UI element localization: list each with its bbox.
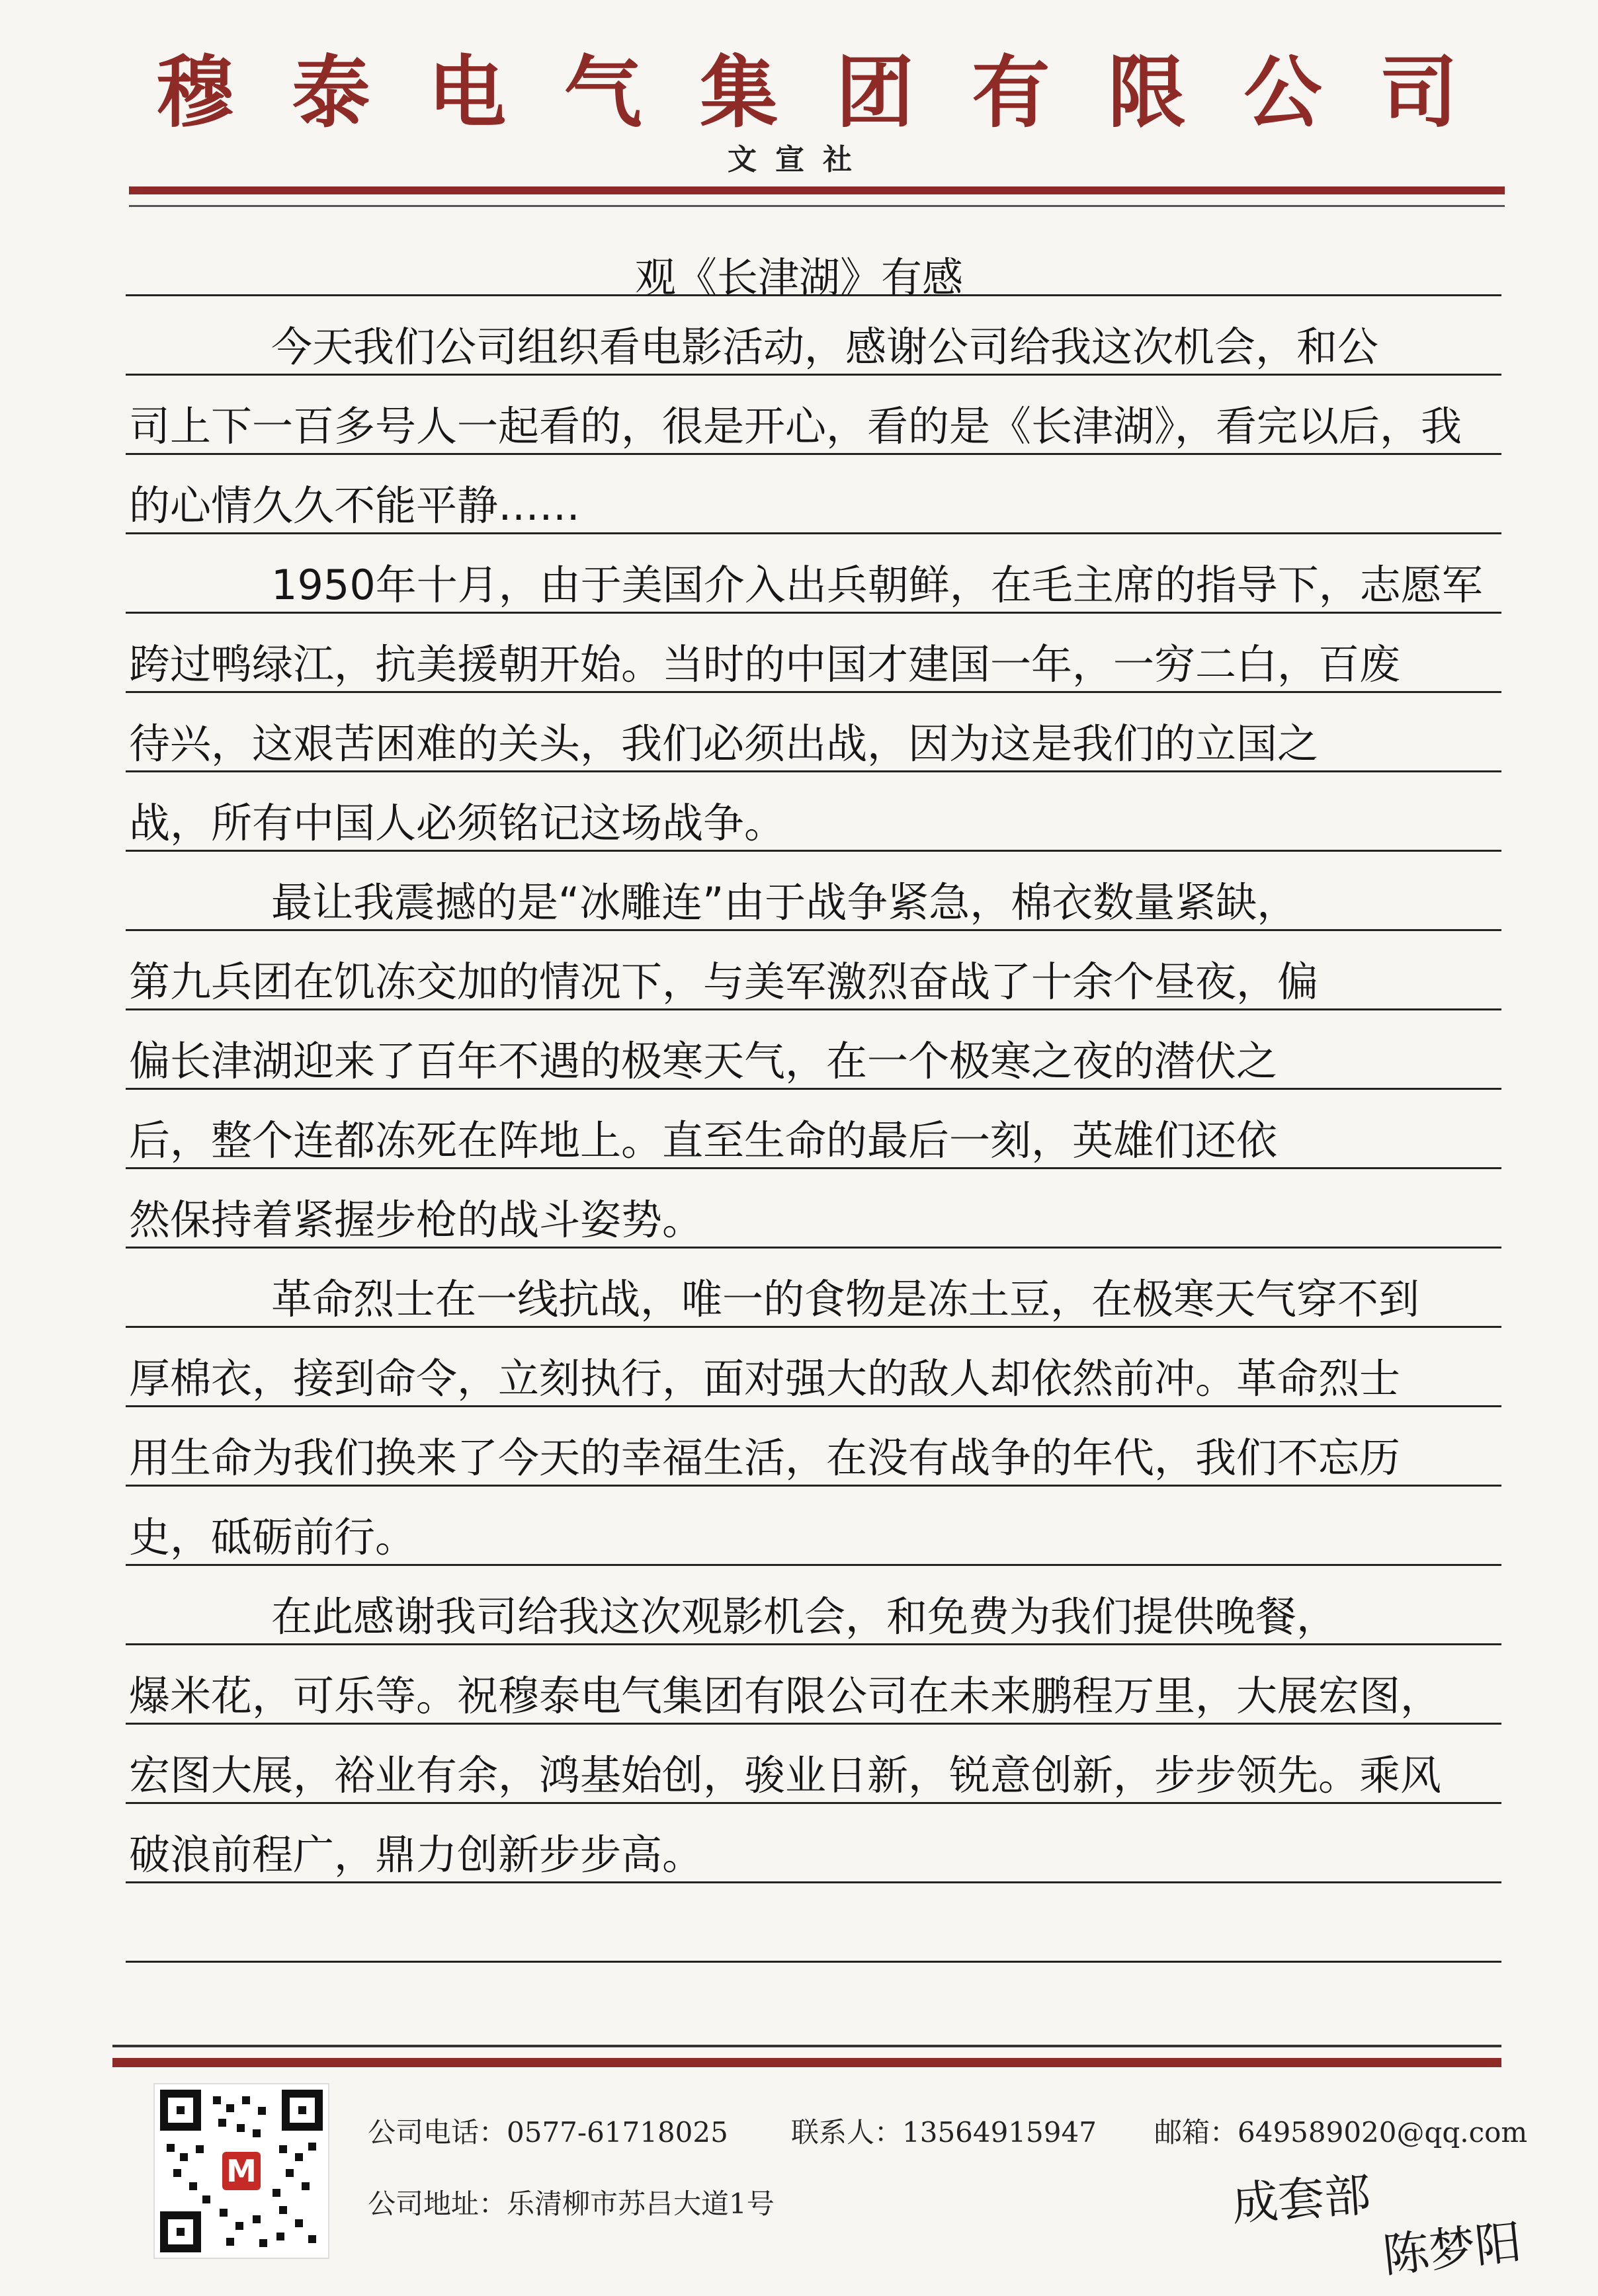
header-red-rule	[129, 186, 1505, 194]
handwritten-line: 宏图大展，裕业有余，鸿基始创，骏业日新，锐意创新，步步领先。乘风	[129, 1751, 1442, 1799]
company-name-char: 集	[700, 47, 778, 138]
company-name-char: 限	[1107, 47, 1186, 138]
brand-logo-icon: M	[222, 2152, 261, 2190]
handwritten-line: 今天我们公司组织看电影活动，感谢公司给我这次机会，和公	[271, 323, 1379, 371]
company-name-char: 司	[1379, 47, 1458, 138]
company-name-char: 团	[835, 47, 914, 138]
handwritten-line: 1950年十月，由于美国介入出兵朝鲜，在毛主席的指导下，志愿军	[271, 561, 1483, 609]
handwritten-line: 史，砥砺前行。	[129, 1513, 417, 1561]
handwritten-line: 跨过鸭绿江，抗美援朝开始。当时的中国才建国一年，一穷二白，百废	[129, 640, 1401, 688]
handwritten-line: 用生命为我们换来了今天的幸福生活，在没有战争的年代，我们不忘历	[129, 1434, 1401, 1482]
handwritten-line: 待兴，这艰苦困难的关头，我们必须出战，因为这是我们的立国之	[129, 719, 1319, 768]
handwritten-line: 偏长津湖迎来了百年不遇的极寒天气，在一个极寒之夜的潜伏之	[129, 1037, 1278, 1085]
company-phone: 公司电话：0577-61718025	[368, 2116, 728, 2149]
header-thin-rule	[129, 205, 1505, 207]
handwritten-line: 革命烈士在一线抗战，唯一的食物是冻土豆，在极寒天气穿不到	[271, 1275, 1420, 1323]
company-name-char: 穆	[155, 47, 234, 138]
company-email: 邮箱：649589020@qq.com	[1154, 2116, 1528, 2149]
letter-title: 观《长津湖》有感	[634, 253, 963, 302]
handwritten-line: 最让我震撼的是“冰雕连”由于战争紧急，棉衣数量紧缺，	[271, 878, 1298, 926]
company-name-char: 电	[428, 47, 507, 138]
ruled-line	[126, 1961, 1501, 1963]
handwritten-line: 爆米花，可乐等。祝穆泰电气集团有限公司在未来鹏程万里，大展宏图，	[129, 1672, 1442, 1720]
handwritten-line: 司上下一百多号人一起看的，很是开心，看的是《长津湖》，看完以后，我	[129, 402, 1462, 450]
handwritten-line: 的心情久久不能平静……	[129, 481, 581, 530]
company-name-char: 公	[1243, 47, 1322, 138]
company-name-char: 有	[972, 47, 1050, 138]
company-address: 公司地址：乐清柳市苏吕大道1号	[368, 2188, 775, 2220]
handwritten-line: 战，所有中国人必须铭记这场战争。	[129, 799, 786, 847]
footer-red-rule	[112, 2058, 1501, 2067]
handwritten-line: 第九兵团在饥冻交加的情况下，与美军激烈奋战了十余个昼夜，偏	[129, 958, 1319, 1006]
handwritten-line: 破浪前程广，鼎力创新步步高。	[129, 1830, 704, 1879]
signature-name: 陈梦阳	[1380, 2215, 1525, 2283]
contact-person: 联系人：13564915947	[791, 2116, 1097, 2149]
footer-thin-rule	[112, 2045, 1501, 2047]
handwritten-line: 然保持着紧握步枪的战斗姿势。	[129, 1196, 704, 1244]
qr-code-icon	[153, 2083, 329, 2259]
company-name-char: 气	[564, 47, 642, 138]
handwritten-line: 厚棉衣，接到命令，立刻执行，面对强大的敌人却依然前冲。革命烈士	[129, 1354, 1401, 1403]
company-name	[152, 40, 1462, 138]
handwritten-line: 后，整个连都冻死在阵地上。直至生命的最后一刻，英雄们还依	[129, 1116, 1278, 1165]
department-name: 文宣社	[728, 143, 870, 177]
signature-department: 成套部	[1230, 2167, 1372, 2232]
company-name-char: 泰	[292, 47, 370, 138]
handwritten-line: 在此感谢我司给我这次观影机会，和免费为我们提供晚餐，	[271, 1592, 1338, 1641]
